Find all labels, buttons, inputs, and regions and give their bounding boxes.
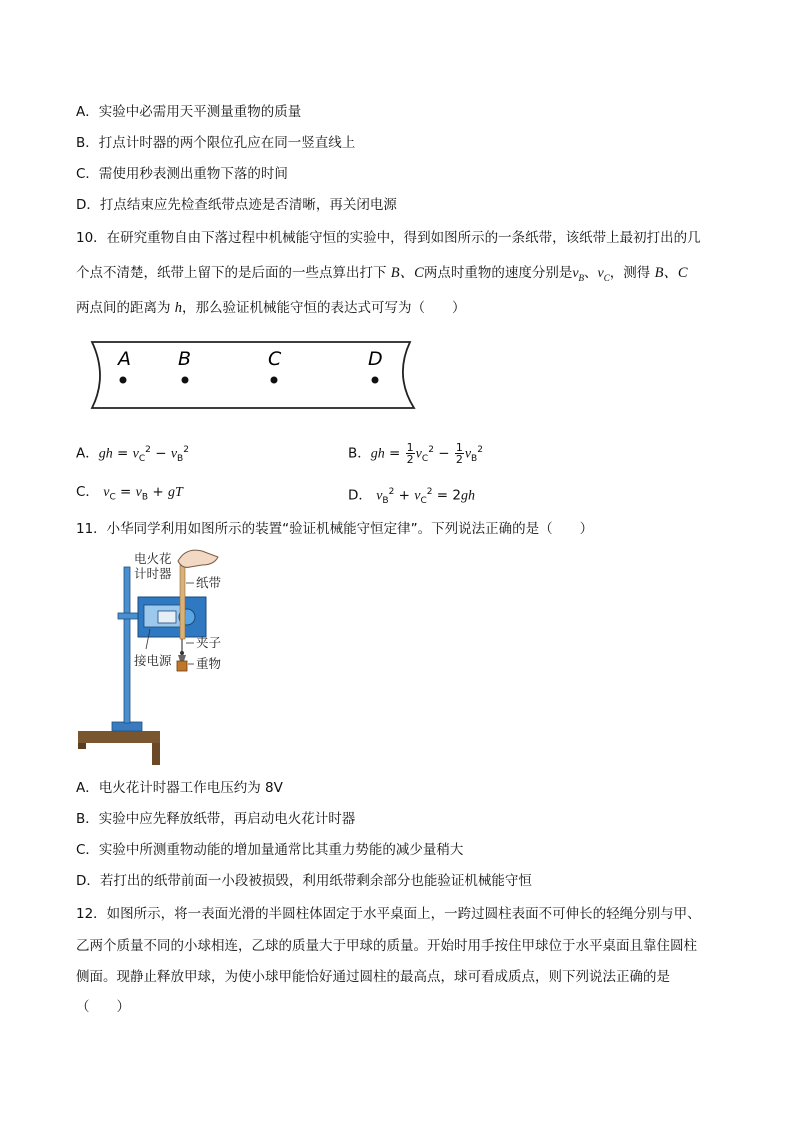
q10-stem-line2: 个点不清楚，纸带上留下的是后面的一些点算出打下 B、C两点时重物的速度分别是$v_B$、$v_C$，测得 B、C <box>76 265 688 283</box>
tape-label-b: B <box>178 348 192 370</box>
q9-option-b: B．打点计时器的两个限位孔应在同一竖直线上 <box>76 135 356 151</box>
q11-option-c: C．实验中所测重物动能的增加量通常比其重力势能的减少量稍大 <box>76 842 464 858</box>
q12-stem-line4: （ ） <box>76 999 130 1015</box>
q9-option-d: D．打点结束应先检查纸带点迹是否清晰，再关闭电源 <box>76 197 397 213</box>
q10-stem-line1: 10．在研究重物自由下落过程中机械能守恒的实验中，得到如图所示的一条纸带，该纸带上最初打出的几 <box>76 230 701 246</box>
q12-stem-line3: 侧面。现静止释放甲球，为使小球甲能恰好通过圆柱的最高点，球可看成质点，则下列说法正确的是 <box>76 969 670 985</box>
label-timer-line2: 计时器 <box>134 566 172 581</box>
tape-dot-c <box>271 377 278 384</box>
label-timer-line1: 电火花 <box>134 551 172 566</box>
q9-option-a: A．实验中必需用天平测量重物的质量 <box>76 104 302 120</box>
q10-option-c: C． $v_C = v_B$ + gT <box>76 484 183 503</box>
paper-tape-figure <box>88 338 418 414</box>
label-clip: 夹子 <box>196 635 222 650</box>
q12-stem-line2: 乙两个质量不同的小球相连，乙球的质量大于甲球的质量。开始时用手按住甲球位于水平桌面且靠住圆柱 <box>76 938 697 954</box>
tape-label-a: A <box>118 348 131 370</box>
tape-label-d: D <box>368 348 383 370</box>
tape-dot-d <box>372 377 379 384</box>
q10-option-d: D． $v_B^2 + v_C^2 = 2gh$ <box>348 487 475 507</box>
label-power: 接电源 <box>134 653 172 668</box>
tape-dot-a <box>120 377 127 384</box>
q9-option-c: C．需使用秒表测出重物下落的时间 <box>76 166 288 182</box>
q10-stem-line3: 两点间的距离为 h，那么验证机械能守恒的表达式可写为（ ） <box>76 300 466 316</box>
label-tape: 纸带 <box>196 575 222 590</box>
q12-stem-line1: 12．如图所示，将一表面光滑的半圆柱体固定于水平桌面上，一跨过圆柱表面不可伸长的轻绳分别与甲、 <box>76 906 701 922</box>
q11-option-b: B．实验中应先释放纸带，再启动电火花计时器 <box>76 811 356 827</box>
q10-option-a: A．gh = $v_C^2 - v_B^2$ <box>76 445 189 465</box>
tape-dot-b <box>182 377 189 384</box>
q10-option-b: B．gh = $\frac{1}{2}$ $v_C^2$ − $\frac{1}{2}$ $v_B^2$ <box>348 441 483 466</box>
q11-stem: 11．小华同学利用如图所示的装置“验证机械能守恒定律”。下列说法正确的是（ ） <box>76 521 594 537</box>
q11-option-a: A．电火花计时器工作电压约为 8V <box>76 780 283 796</box>
apparatus-figure <box>78 545 238 767</box>
label-weight: 重物 <box>196 656 222 671</box>
q11-option-d: D．若打出的纸带前面一小段被损毁，利用纸带剩余部分也能验证机械能守恒 <box>76 873 532 889</box>
tape-label-c: C <box>268 348 282 370</box>
